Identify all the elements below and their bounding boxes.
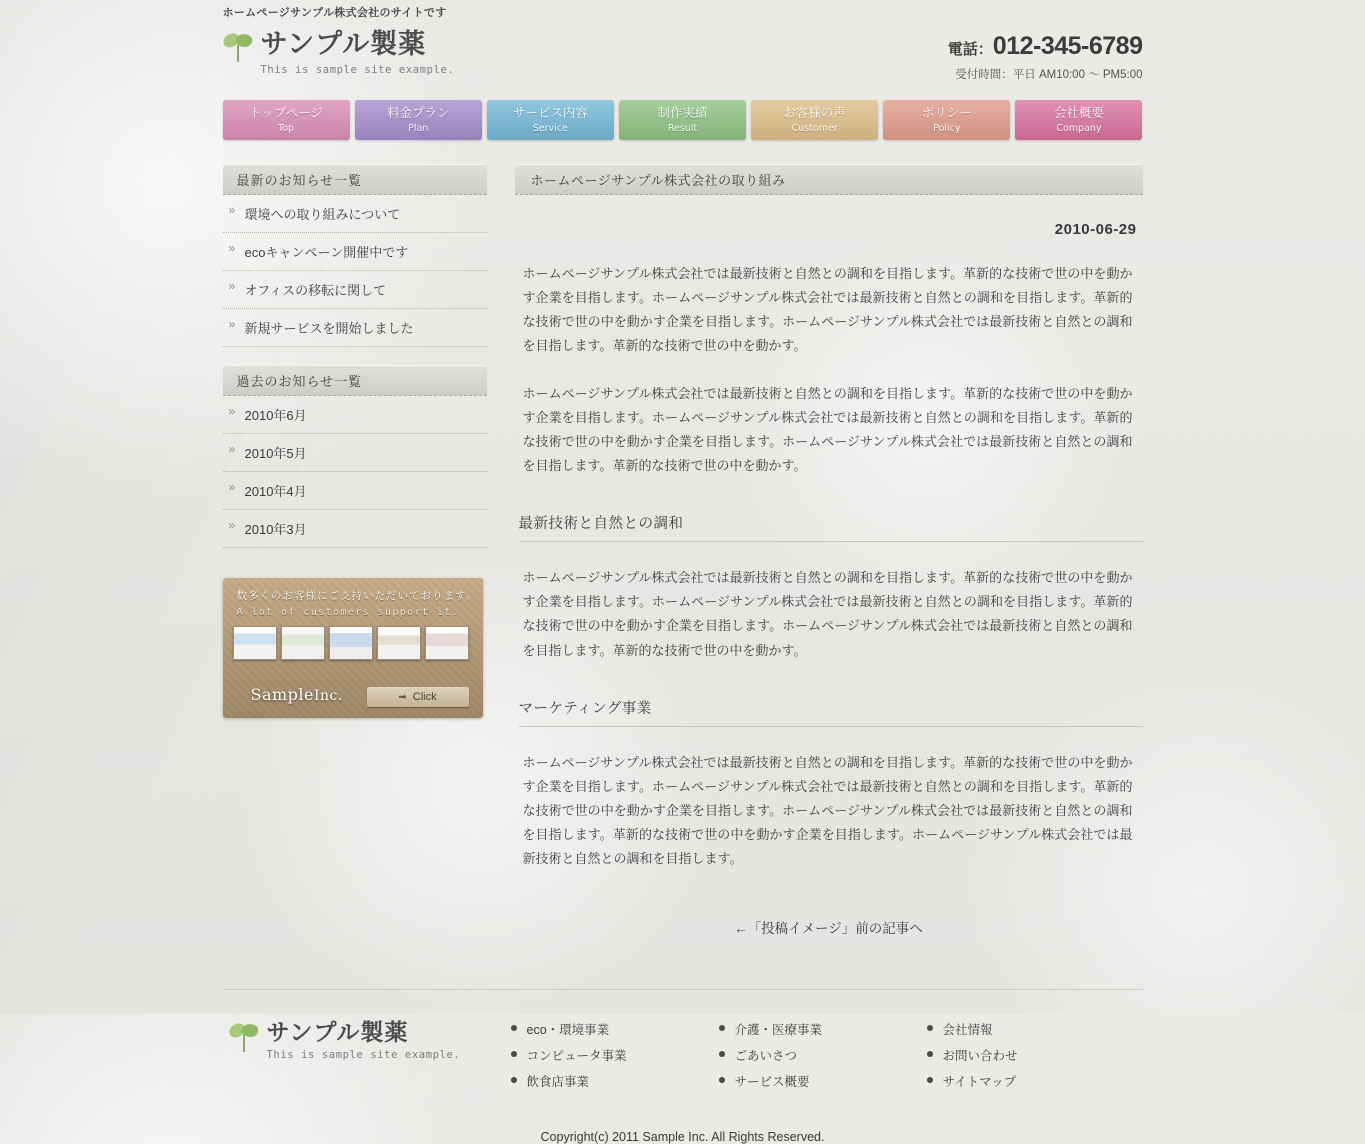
page-title: ホームページサンプル株式会社の取り組み (515, 164, 1143, 195)
contact-block (948, 32, 1143, 82)
sidebar-latest-list (223, 195, 487, 347)
footer-link[interactable]: 会社情報 (925, 1016, 1133, 1042)
telephone-label: 電話： (947, 41, 993, 58)
nav-label-en: Company (1056, 123, 1102, 134)
banner-button-label: Click (412, 691, 437, 703)
site-description: ホームページサンプル株式会社のサイトです (222, 7, 447, 19)
site-header (223, 26, 1143, 88)
banner-thumbnail (281, 626, 325, 660)
nav-item-top[interactable] (223, 100, 350, 140)
nav-label-en: Result (667, 123, 698, 134)
section-title: マーケティング事業 (519, 697, 1143, 727)
top-bar (223, 0, 1143, 26)
banner-thumbnail (329, 626, 373, 660)
footer-logo-name: サンプル製薬 (266, 1018, 409, 1045)
footer-column-1 (509, 1016, 717, 1094)
nav-label-ja: 制作実績 (657, 106, 708, 120)
list-item[interactable]: » 新規サービスを開始しました (223, 309, 487, 347)
paragraph: ホームページサンプル株式会社では最新技術と自然との調和を目指します。革新的な技術で世の中を動かす企業を目指します。ホームページサンプル株式会社では最新技術と自然との調和を目指します。革新的な技術で世の中を動かす企業を目指します。ホームページサンプル株式会社では最新技術と自然との調和を目指します。革新的な技術で世の中を動かす。 (522, 266, 1133, 354)
nav-label-en: Top (278, 123, 295, 134)
banner-thumbnail (425, 626, 469, 660)
list-item[interactable]: » 2010年5月 (223, 434, 487, 472)
footer-link[interactable]: eco・環境事業 (509, 1016, 717, 1042)
nav-label-ja: ポリシー (921, 106, 972, 120)
banner-thumbnail (233, 626, 277, 660)
sidebar-spacer (223, 347, 487, 365)
sidebar (223, 164, 487, 937)
nav-item-policy[interactable] (883, 100, 1010, 140)
footer-link[interactable]: サイトマップ (925, 1068, 1133, 1094)
banner-click-button[interactable] (367, 687, 469, 707)
logo-tagline: This is sample site example. (260, 63, 455, 76)
business-hours: 受付時間：平日 AM10:00 ～ PM5:00 (955, 69, 1143, 81)
page-wrapper (223, 0, 1143, 1144)
nav-label-en: Customer (791, 123, 838, 134)
footer-link[interactable]: コンピュータ事業 (509, 1042, 717, 1068)
banner-brand (251, 685, 343, 704)
telephone-number: 012-345-6789 (992, 32, 1143, 60)
nav-item-result[interactable] (619, 100, 746, 140)
footer-link[interactable]: 介護・医療事業 (717, 1016, 925, 1042)
sidebar-banner[interactable] (223, 578, 483, 718)
footer-link[interactable]: サービス概要 (717, 1068, 925, 1094)
nav-label-ja: サービス内容 (512, 106, 588, 120)
section-title: 最新技術と自然との調和 (519, 512, 1143, 542)
nav-item-plan[interactable] (355, 100, 482, 140)
footer-column-3 (925, 1016, 1133, 1094)
list-item[interactable]: » 環境への取り組みについて (223, 195, 487, 233)
banner-text-en: A lot of customers support it. (236, 607, 460, 618)
copyright: Copyright(c) 2011 Sample Inc. All Rights Reserved. (540, 1129, 825, 1144)
list-item[interactable]: » ecoキャンペーン開催中です (223, 233, 487, 271)
footer-brand (229, 1016, 509, 1061)
nav-item-customer[interactable] (751, 100, 878, 140)
sidebar-latest-heading: 最新のお知らせ一覧 (223, 164, 487, 195)
nav-label-ja: 料金プラン (386, 106, 450, 120)
footer-link-columns (509, 1016, 1143, 1094)
nav-item-service[interactable] (487, 100, 614, 140)
paragraph: ホームページサンプル株式会社では最新技術と自然との調和を目指します。革新的な技術で世の中を動かす企業を目指します。ホームページサンプル株式会社では最新技術と自然との調和を目指します。革新的な技術で世の中を動かす企業を目指します。ホームページサンプル株式会社では最新技術と自然との調和を目指します。革新的な技術で世の中を動かす。 (522, 386, 1133, 474)
footer-link[interactable]: お問い合わせ (925, 1042, 1133, 1068)
telephone-line (948, 32, 1143, 61)
paragraph: ホームページサンプル株式会社では最新技術と自然との調和を目指します。革新的な技術で世の中を動かす企業を目指します。ホームページサンプル株式会社では最新技術と自然との調和を目指します。革新的な技術で世の中を動かす企業を目指します。ホームページサンプル株式会社では最新技術と自然との調和を目指します。革新的な技術で世の中を動かす企業を目指します。ホームページサンプル株式会社では最新技術と自然との調和を目指します。 (522, 754, 1133, 866)
nav-label-en: Plan (408, 123, 429, 134)
nav-label-ja: 会社概要 (1053, 106, 1104, 120)
nav-label-en: Service (532, 123, 568, 134)
banner-brand-name: Sample (250, 685, 314, 704)
list-item[interactable]: » 2010年4月 (223, 472, 487, 510)
banner-brand-suffix: Inc. (314, 688, 343, 704)
main-column (515, 164, 1143, 937)
banner-text-ja: 数多くのお客様にご支持いただいております。 (236, 590, 478, 602)
banner-thumbnail (377, 626, 421, 660)
sidebar-past-heading: 過去のお知らせ一覧 (223, 365, 487, 396)
list-item[interactable]: » 2010年3月 (223, 510, 487, 548)
footer-logo-tagline: This is sample site example. (266, 1049, 461, 1062)
nav-label-ja: トップページ (249, 106, 324, 120)
global-nav (223, 100, 1143, 140)
list-item[interactable]: » 2010年6月 (223, 396, 487, 434)
previous-post-link[interactable]: ←「投稿イメージ」前の記事へ (734, 920, 923, 936)
footer-logo-text-block (267, 1020, 461, 1061)
sidebar-past-list (223, 396, 487, 548)
leaf-icon (223, 32, 253, 66)
footer-column-2 (717, 1016, 925, 1094)
leaf-icon (229, 1022, 259, 1056)
arrow-right-icon: ➡ (398, 691, 407, 703)
site-footer (223, 990, 1143, 1094)
footer-logo[interactable] (223, 1016, 509, 1061)
nav-label-en: Policy (933, 123, 961, 134)
paragraph: ホームページサンプル株式会社では最新技術と自然との調和を目指します。革新的な技術で世の中を動かす企業を目指します。ホームページサンプル株式会社では最新技術と自然との調和を目指します。革新的な技術で世の中を動かす企業を目指します。ホームページサンプル株式会社では最新技術と自然との調和を目指します。革新的な技術で世の中を動かす。 (522, 570, 1133, 658)
banner-thumbnails (233, 626, 469, 660)
list-item[interactable]: » オフィスの移転に関して (223, 271, 487, 309)
nav-item-company[interactable] (1015, 100, 1142, 140)
logo-name: サンプル製薬 (260, 29, 427, 59)
nav-label-ja: お客様の声 (783, 106, 846, 120)
footer-link[interactable]: ごあいさつ (717, 1042, 925, 1068)
post-date: 2010-06-29 (1054, 221, 1137, 238)
logo-text-block (261, 30, 455, 76)
footer-link[interactable]: 飲食店事業 (509, 1068, 717, 1094)
content-area (223, 164, 1143, 937)
